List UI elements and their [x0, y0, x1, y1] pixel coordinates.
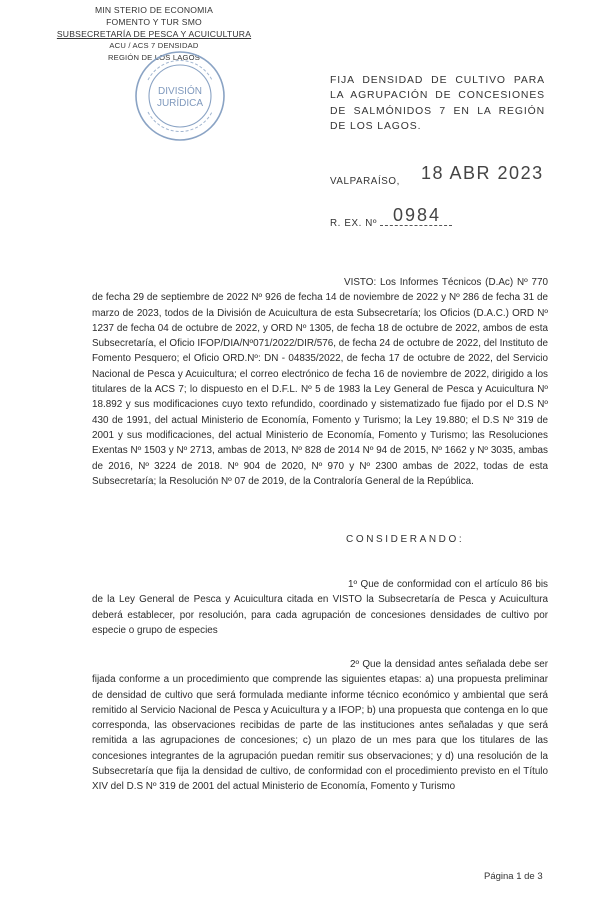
letterhead-ministry-2: FOMENTO Y TUR SMO [106, 17, 202, 27]
considerando-2: 2º Que la densidad antes señalada debe ser fijada conforme a un procedimiento que comprende las siguientes etapas: a) una propuesta preliminar de densidad de cultivo que será formulada mediante informe técnico económico y ambiental que será remitido al Servicio Nacional de Pesca y Acuicultura y a IFOP; b) una propuesta que contenga en lo que corresponda, las observaciones recibidas de parte de las instituciones antes señaladas y que será remitida a las agrupaciones de concesiones; c) un plazo de un mes para que los titulares de las concesiones integrantes de la agrupación puedan remitir sus observaciones; y d) una resolución de la Subsecretaría que fija la densidad de cultivo, de conformidad con el procedimiento previsto en el Título XIV del D.S Nº 319 de 2001 del actual Ministerio de Economía, Fomento y Turismo [92, 659, 548, 793]
page-number: Página 1 de 3 [484, 871, 543, 882]
resolution-number: 0984 [393, 205, 442, 225]
considerando-1: 1º Que de conformidad con el artículo 86 bis de la Ley General de Pesca y Acuicultura citada en VISTO la Subsecretaría de Pesca y Acuicultura deberá establecer, por resolución, para cada agrupación de concesiones densidades de cultivo por especie o grupo de especies [92, 579, 548, 636]
stamp-line1: DIVISIÓN [158, 86, 202, 97]
letterhead-region: REGIÓN DE LOS LAGOS [108, 53, 200, 62]
rex-label: R. EX. Nº [330, 218, 378, 229]
stamp-line2: JURÍDICA [156, 98, 204, 109]
letterhead-ministry: MIN STERIO DE ECONOMIA [94, 5, 214, 15]
place-label: VALPARAÍSO, [330, 176, 400, 187]
visto-paragraph: VISTO: Los Informes Técnicos (D.Ac) Nº 770 de fecha 29 de septiembre de 2022 Nº 926 de fecha 14 de noviembre de 2022 y Nº 286 de fecha 31 de marzo de 2023, todos de la División de Acuicultura de esta Subsecretaría; los Oficios (D.A.C.) ORD Nº 1237 de fecha 04 de octubre de 2022, y ORD Nº 1305, de fecha 18 de octubre de 2022, ambos de esta Subsecretaría, el Oficio IFOP/DIA/Nº071/2022/DIR/576, de fecha 24 de octubre de 2022, del Instituto de Fomento Pesquero; el Oficio ORD.Nº: DN - 04835/2022, de fecha 17 de octubre de 2022, del Servicio Nacional de Pesca y Acuicultura; el correo electrónico de fecha 16 de noviembre de 2022, dirigido a los titulares de la ACS 7; lo dispuesto en el D.F.L. Nº 5 de 1983 la Ley General de Pesca y Acuicultura Nº 18.892 y sus modificaciones cuyo texto refundido, coordinado y sistematizado fue fijado por el D.S Nº 430 de 1991, del actual Ministerio de Economía, Fomento y Turismo; la Ley 19.880; el D.S Nº 319 de 2001 y sus modificaciones, del actual Ministerio de Economía, Fomento y Turismo; las Resoluciones Exentas Nº 1503 y Nº 2713, ambas de 2013, Nº 828 de 2014 Nº 94 de 2015, Nº 1662 y Nº 3035, ambas de 2016, Nº 3224 de 2018. Nº 904 de 2020, Nº 970 y Nº 2300 ambas de 2022, todas de esta Subsecretaría; la Resolución Nº 07 de 2019, de la Contraloría General de la República. [92, 277, 548, 487]
division-juridica-stamp [134, 50, 226, 142]
date-stamp: 18 ABR 2023 [421, 163, 544, 183]
letterhead-subsecretaria: SUBSECRETARÍA DE PESCA Y ACUICULTURA [56, 29, 252, 39]
considerando-heading: CONSIDERANDO: [346, 534, 465, 545]
letterhead-reference: ACU / ACS 7 DENSIDAD [109, 41, 199, 50]
document-subject: FIJA DENSIDAD DE CULTIVO PARA LA AGRUPACIÓN DE CONCESIONES DE SALMÓNIDOS 7 EN LA REGIÓN DE LOS LAGOS. [330, 75, 545, 133]
